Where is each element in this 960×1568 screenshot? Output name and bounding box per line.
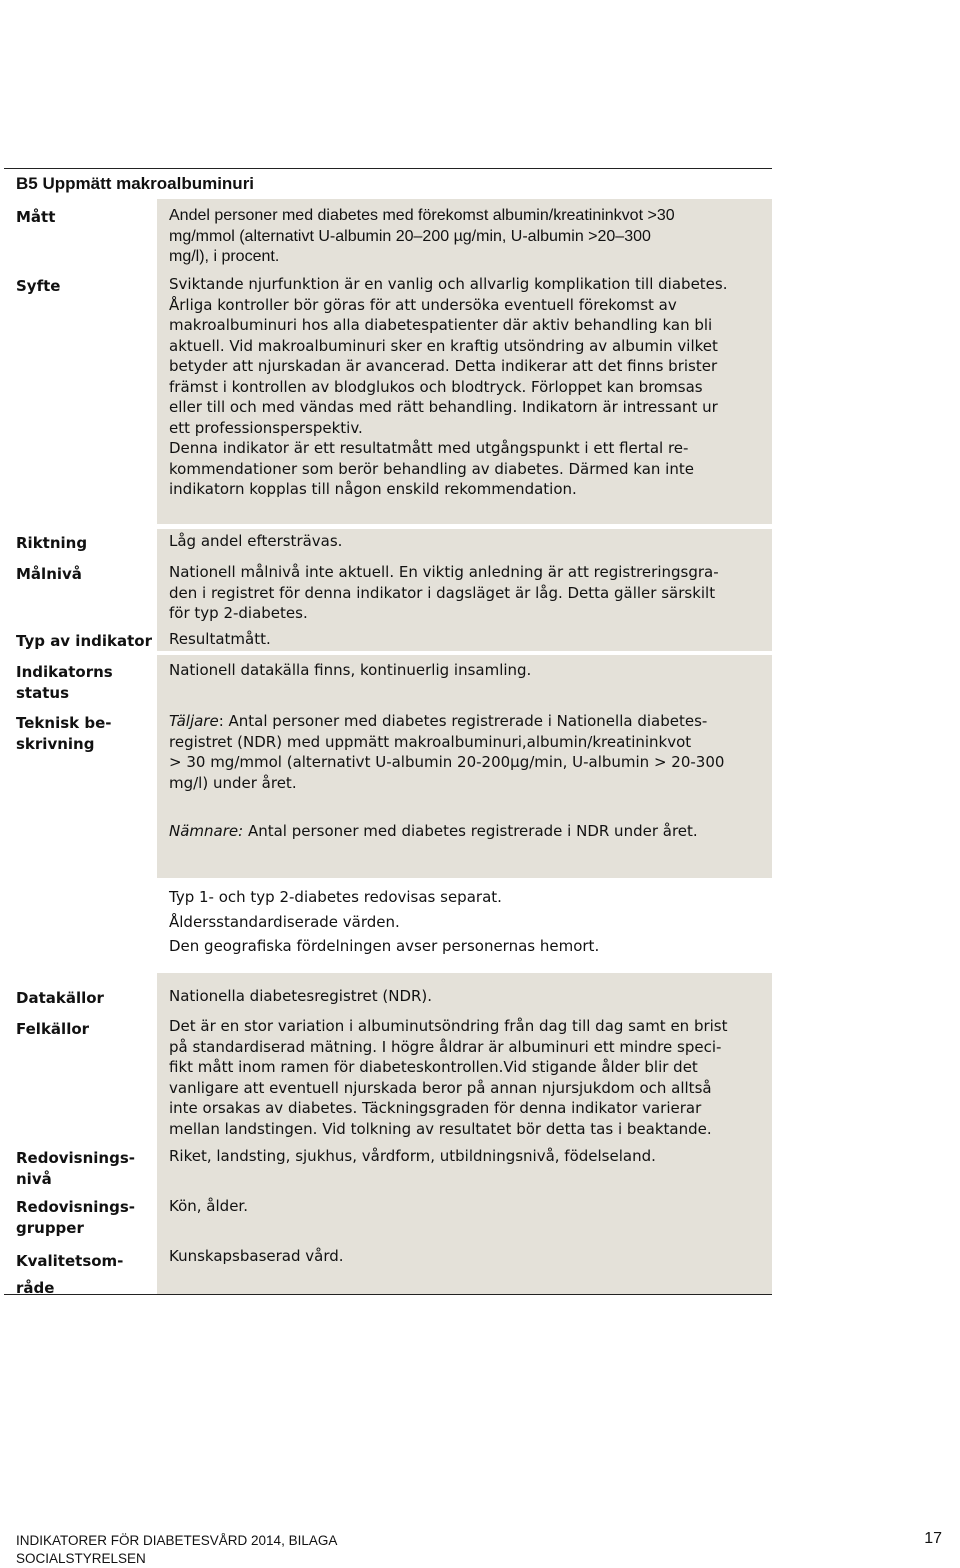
value-datakallor: Nationella diabetesregistret (NDR).: [169, 987, 433, 1005]
value-matt: Andel personer med diabetes med förekomst albumin/kreatininkvot >30 mg/mmol (alternativt U-albumin 20–200 µg/min, U-albumin >20–300 mg/l), i procent.: [169, 207, 675, 265]
label-datakallor: Datakällor: [16, 989, 104, 1007]
value-teknisk-notes: Typ 1- och typ 2-diabetes redovisas separat. Åldersstandardiserade värden. Den geografiska fördelningen avser personernas hemort.: [169, 888, 600, 955]
label-matt: Mått: [16, 208, 56, 226]
value-malniva: Nationell målnivå inte aktuell. En viktig anledning är att registreringsgra- den i registret för denna indikator i dagsläget är låg. Detta gäller särskilt för typ 2-diabetes.: [169, 563, 719, 622]
value-syfte: Sviktande njurfunktion är en vanlig och allvarlig komplikation till diabetes. Årliga kontroller bör göras för att undersöka eventuell förekomst av makroalbuminuri hos alla diabetespatienter där aktiv behandling kan bli aktuell. Vid makroalbuminuri sker en kraftig utsöndring av albumin vilket betyder att njurskadan är avancerad. Detta indikerar att det finns brister främst i kontrollen av blodglukos och blodtryck. Förloppet kan bromsas eller till och med vändas med rätt behandling. Indikatorn är intressant ur ett professionsperspektiv. Denna indikator är ett resultatmått med utgångspunkt i ett flertal re- kommendationer som berör behandling av diabetes. Därmed kan inte indikatorn kopplas till någon enskild rekommendation.: [169, 275, 728, 498]
value-kvalitetsomrade: Kunskapsbaserad vård.: [169, 1247, 344, 1265]
value-redovisningsgrupper: Kön, ålder.: [169, 1197, 248, 1215]
bottom-rule: [4, 1294, 772, 1295]
page-number: 17: [924, 1530, 942, 1547]
label-teknisk-beskrivning: Teknisk be- skrivning: [16, 714, 112, 753]
label-felkallor: Felkällor: [16, 1020, 90, 1038]
value-indikatorns-status: Nationell datakälla finns, kontinuerlig insamling.: [169, 661, 532, 679]
label-kvalitetsomrade: Kvalitetsom- råde: [16, 1252, 124, 1297]
value-namnare: [169, 821, 763, 842]
label-malniva: Målnivå: [16, 565, 82, 583]
value-taljare: [169, 711, 763, 793]
footer-publication: INDIKATORER FÖR DIABETESVÅRD 2014, BILAGA SOCIALSTYRELSEN: [16, 1533, 338, 1566]
label-syfte: Syfte: [16, 277, 61, 295]
value-redovisningsniva: Riket, landsting, sjukhus, vårdform, utbildningsnivå, födelseland.: [169, 1147, 656, 1165]
label-indikatorns-status: Indikatorns status: [16, 663, 113, 702]
taljare-text: : Antal personer med diabetes registrerade i Nationella diabetes- registret (NDR) med uppmätt makroalbuminuri,albumin/kreatininkvot > 30 mg/mmol (alternativt U-albumin 20-200µg/min, U-albumin > 20-300 mg/l) under året.: [169, 712, 725, 792]
label-typ-av-indikator: Typ av indikator: [16, 632, 152, 650]
label-redovisningsniva: Redovisnings- nivå: [16, 1149, 136, 1188]
value-typ-av-indikator: Resultatmått.: [169, 630, 271, 648]
namnare-label: Nämnare:: [169, 822, 244, 840]
label-redovisningsgrupper: Redovisnings- grupper: [16, 1198, 136, 1237]
value-felkallor: Det är en stor variation i albuminutsöndring från dag till dag samt en brist på standardiserad mätning. I högre åldrar är albuminuri ett mindre speci- fikt mått inom ramen för diabeteskontrollen.Vid stigande ålder blir det vanligare att eventuell njurskada beror på annan njursjukdom och alltså inte orsakas av diabetes. Täckningsgraden för denna indikator varierar mellan landstingen. Vid tolkning av resultatet bör detta tas i beaktande.: [169, 1017, 728, 1138]
namnare-text: Antal personer med diabetes registrerade i NDR under året.: [243, 822, 698, 840]
label-riktning: Riktning: [16, 534, 88, 552]
taljare-label: Täljare: [169, 712, 219, 730]
value-riktning: Låg andel eftersträvas.: [169, 532, 343, 550]
top-rule: [4, 168, 772, 169]
page-title: B5 Uppmätt makroalbuminuri: [16, 174, 255, 193]
